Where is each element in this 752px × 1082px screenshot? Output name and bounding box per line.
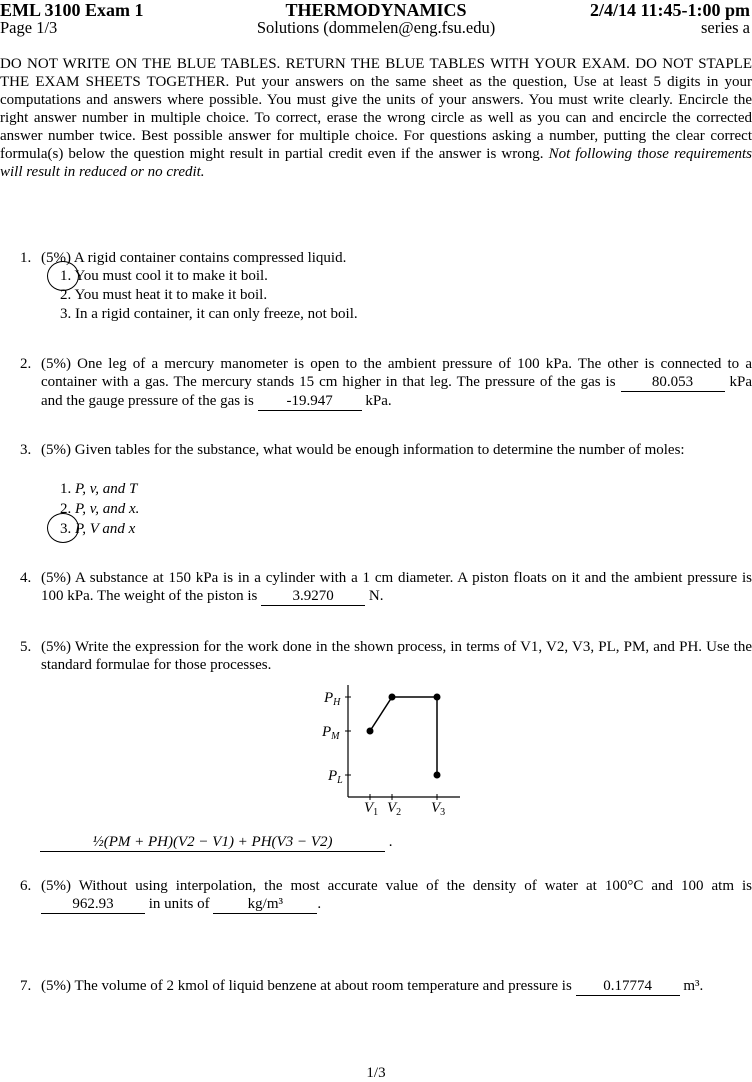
process-diagram (300, 680, 480, 820)
page-indicator: Page 1/3 (0, 18, 58, 37)
state-point (389, 694, 396, 701)
state-point (434, 772, 441, 779)
footer-page-number: 1/3 (366, 1065, 386, 1081)
label-ph: $P_H$ (324, 690, 341, 708)
q6-answer-density[interactable]: 962.93 (41, 896, 145, 914)
question-1 (20, 249, 752, 267)
question-6: 6. (5%) Without using interpolation, the most accurate value of the density of water at 100°C and 100 atm is 962.93 in units of kg/m³ . (20, 878, 752, 912)
q5-answer-row: ½(PM + PH)(V2 − V1) + PH(V3 − V2) . (40, 833, 393, 852)
state-point (434, 694, 441, 701)
course-title: EML 3100 Exam 1 (0, 0, 144, 20)
label-v2: $V_2$ (387, 800, 402, 818)
answer-circle (47, 261, 79, 291)
question-2: 2. (5%) One leg of a mercury manometer is open to the ambient pressure of 100 kPa. The other is connected to a container with a gas. The mercury stands 15 cm higher in that leg. The pressure of the gas is 80.053 kPa and the gauge pressure of the gas is -19.947 kPa. (20, 356, 752, 409)
question-text: (5%) A rigid container contains compressed liquid. (41, 250, 347, 266)
q7-answer[interactable]: 0.17774 (576, 978, 680, 996)
state-point (367, 728, 374, 735)
answer-circle (47, 513, 79, 543)
q1-option-1[interactable]: 1. You must cool it to make it boil. (60, 268, 268, 284)
instructions-text: DO NOT WRITE ON THE BLUE TABLES. RETURN THE BLUE TABLES WITH YOUR EXAM. DO NOT STAPLE THE EXAM SHEETS TOGETHER. Put your answers on the same sheet as the question, Use at least 5 digits in your computations and answers where possible. You must give the units of your answers. You must write clearly. Encircle the right answer number in multiple choice. To correct, erase the wrong circle as well as you can and encircle the corrected answer number twice. Best possible answer for multiple choice. For questions asking a number, putting the clear correct formula(s) below the question might result in partial credit even if the answer is wrong. (0, 56, 752, 162)
question-number: 1. (20, 250, 32, 266)
q3-option-1[interactable]: 1. P, v, and T (60, 481, 138, 497)
question-5: 5. (5%) Write the expression for the work done in the shown process, in terms of V1, V2, V3, PL, PM, and PH. Use the standard formulae for those processes. (20, 639, 752, 673)
q1-option-2[interactable]: 2. You must heat it to make it boil. (60, 287, 268, 303)
label-v1: $V_1$ (364, 800, 379, 818)
q4-answer[interactable]: 3.9270 (261, 588, 365, 606)
instructions (0, 55, 752, 181)
subject-title: THERMODYNAMICS (285, 0, 467, 20)
series-label: series a (700, 18, 750, 37)
q3-option-3[interactable]: 3. P, V and x (60, 521, 136, 537)
label-v3: $V_3$ (431, 800, 446, 818)
q6-answer-units[interactable]: kg/m³ (213, 896, 317, 914)
q3-option-2[interactable]: 2. P, v, and x. (60, 501, 140, 517)
process-path (370, 697, 437, 775)
exam-datetime: 2/4/14 11:45-1:00 pm (590, 0, 750, 20)
q1-option-3[interactable]: 3. In a rigid container, it can only freeze, not boil. (60, 306, 358, 322)
q5-answer[interactable]: ½(PM + PH)(V2 − V1) + PH(V3 − V2) (40, 834, 385, 852)
label-pm: $P_M$ (322, 724, 340, 742)
q2-answer-gauge[interactable]: -19.947 (258, 393, 362, 411)
question-7: 7. (5%) The volume of 2 kmol of liquid benzene at about room temperature and pressure is 0.17774 m³. (20, 978, 704, 994)
solutions-label: Solutions (dommelen@eng.fsu.edu) (256, 18, 496, 37)
question-3: 3. (5%) Given tables for the substance, what would be enough information to determine the number of moles: (20, 442, 685, 458)
label-pl: $P_L$ (328, 768, 343, 786)
instructions-warning: Not following those requirements will result in reduced or no credit. (0, 146, 752, 180)
q2-answer-pressure[interactable]: 80.053 (621, 374, 725, 392)
question-4: 4. (5%) A substance at 150 kPa is in a cylinder with a 1 cm diameter. A piston floats on it and the ambient pressure is 100 kPa. The weight of the piston is 3.9270 N. (20, 570, 752, 604)
